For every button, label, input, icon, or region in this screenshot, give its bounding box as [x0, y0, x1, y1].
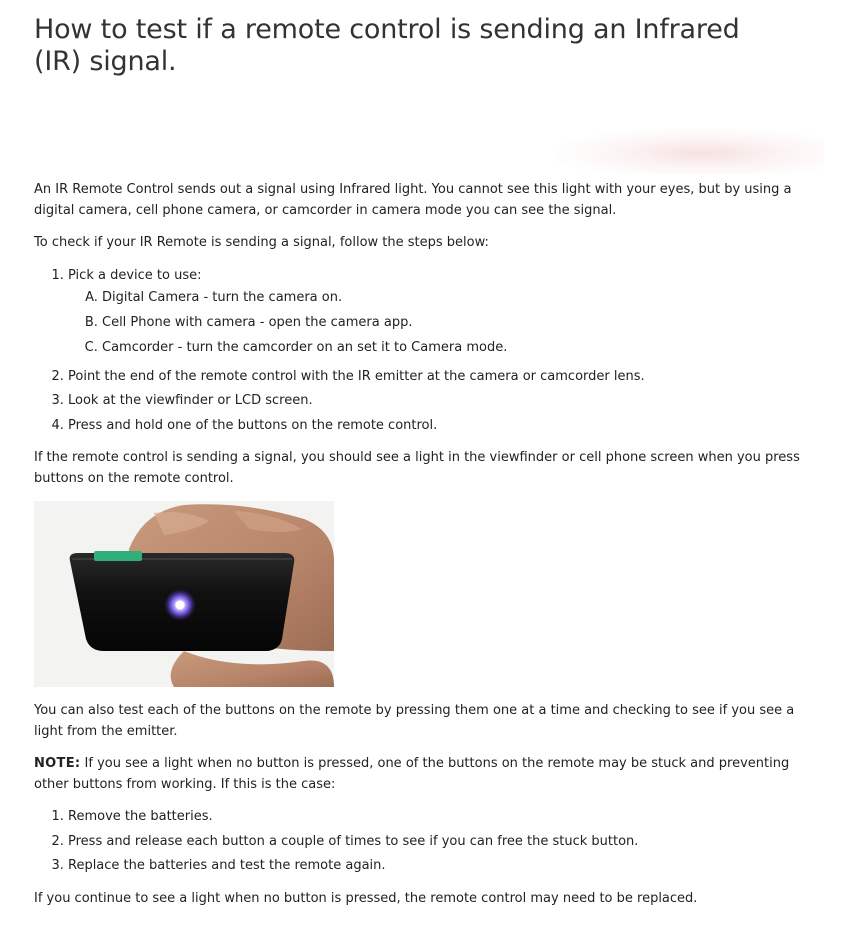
list-item — [68, 266, 824, 359]
article-body — [34, 180, 824, 921]
list-item: 3. Replace the batteries and test the remote again. — [68, 856, 824, 877]
final-paragraph: If you continue to see a light when no button is pressed, the remote control may need to be replaced. — [34, 890, 698, 906]
signal-paragraph: If the remote control is sending a signal, you should see a light in the viewfinder or cell phone screen when you press buttons on the remote control. — [34, 450, 800, 486]
decorative-smear — [554, 128, 824, 174]
note-colon: : — [74, 756, 81, 771]
note-paragraph — [34, 754, 824, 795]
note-label: NOTE — [34, 756, 75, 771]
list-item: A. Digital Camera - turn the camera on. — [102, 288, 824, 309]
check-intro-paragraph: To check if your IR Remote is sending a signal, follow the steps below: — [34, 235, 489, 250]
buttons-paragraph: You can also test each of the buttons on the remote by pressing them one at a time and checking to see if you see a light from the emitter. — [34, 703, 795, 739]
list-item: C. Camcorder - turn the camcorder on an set it to Camera mode. — [102, 338, 824, 359]
intro-paragraph: An IR Remote Control sends out a signal using Infrared light. You cannot see this light with your eyes, but by using a digital camera, cell phone camera, or camcorder in camera mode you can see the signal. — [34, 182, 792, 218]
page-title: How to test if a remote control is sending an Infrared (IR) signal. — [34, 14, 740, 77]
steps-list — [34, 266, 824, 437]
remote-ir-light-icon — [34, 501, 334, 687]
list-item: 3. Look at the viewfinder or LCD screen. — [68, 391, 824, 412]
list-item: 2. Point the end of the remote control with the IR emitter at the camera or camcorder lens. — [68, 367, 824, 388]
list-item: 1. Remove the batteries. — [68, 807, 824, 828]
fix-steps-list — [34, 807, 824, 877]
list-item: 2. Press and release each button a couple of times to see if you can free the stuck button. — [68, 832, 824, 853]
remote-ir-light-photo — [34, 501, 334, 687]
device-options-list — [68, 288, 824, 359]
step-text: Pick a device to use: — [68, 267, 202, 283]
list-item: 4. Press and hold one of the buttons on the remote control. — [68, 416, 824, 437]
list-item: B. Cell Phone with camera - open the camera app. — [102, 313, 824, 334]
note-text: If you see a light when no button is pressed, one of the buttons on the remote may be stuck and preventing other buttons from working. If this is the case: — [34, 756, 790, 792]
